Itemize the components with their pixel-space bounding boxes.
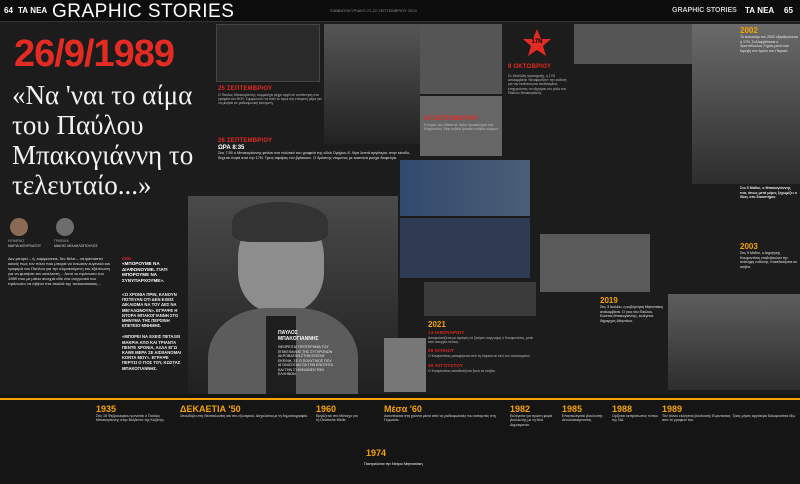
sidebar-quote-label: ΕΠΕΙ xyxy=(122,256,132,261)
tl-1989-text: Τον Ιούνιο εκλέγεται βουλευτής Ευρυτανίας. Τρεις μήνες αργότερα δολοφονείται έξω από το γραφείο του. xyxy=(662,414,796,423)
event-29-sept xyxy=(424,116,506,131)
intro-text: Δεν μπορεί – ή, καρφώνεται, δεν θέλει – να φανταστεί κανείς πως τον πόνο που μπορεί να ένιωσαν ευγενικά και τρυφερά του Παύλου για την κλιμακούμενη του εξάπλωση για να φυσήσει τον εκτελεστή… Αυτό το πρόσωπο του 1989 που με μάτια ανοιχτά είδε ένα συγγενικό του πρόσωπο να σβήνει στα σκαλιά της πολυκατοικίας… xyxy=(8,256,110,286)
credits xyxy=(8,218,108,252)
event-25-date: 25 ΣΕΠΤΕΜΒΡΙΟΥ xyxy=(218,86,273,92)
tl-1935-text: Στις 18 Φεβρουαρίου γεννιέται ο Παύλος Μπακογιάννης στην Βελβεντό της Κοζάνης. xyxy=(96,414,165,423)
star-17n xyxy=(522,28,552,58)
writer-role: ΚΕΙΜΕΝΟ xyxy=(8,239,25,243)
event-15-aug-text: Ο Κουφοντίνας καταδικάζεται ξανά σε ισόβια. xyxy=(428,368,496,373)
bio-name: ΠΑΥΛΟΣ ΜΠΑΚΟΓΙΑΝΝΗΣ xyxy=(278,330,319,342)
event-26-jul-text: Ο Κουφοντίνας μεταφέρεται από τη Λάρισα σε κελί του νοσοκομείου. xyxy=(428,354,531,359)
headline-block xyxy=(4,34,214,204)
bio-block xyxy=(278,330,336,377)
issue-date: ΣΑΒΒΑΤΟΚΥΡΙΑΚΟ 21-22 ΣΕΠΤΕΜΒΡΙΟΥ 2024 xyxy=(330,8,417,13)
tl-1974 xyxy=(366,448,424,458)
photo-wedding xyxy=(384,338,426,392)
tl-1988-text: Ορίζεται εκπρόσωπος τύπου της ΝΔ. xyxy=(612,414,658,423)
photo-koufontinas xyxy=(574,24,694,64)
left-brand: ΤΑ ΝΕΑ xyxy=(18,6,48,15)
event-25-sept xyxy=(218,86,322,106)
headline-date: 26/9/1989 xyxy=(14,33,175,75)
timeline-line xyxy=(0,398,800,400)
event-26-text: Στις 7.55 ο Μπακογιάννης φτάνει στο πολιτικό του γραφείο της οδού Ομήρου 8. Λίγα λεπτά αργότερα, στην είσοδο, δέχεται πυρά από την 17Ν. Τρεις σφαίρες τον βρίσκουν. Ο δράστης ντυμένος με καστανά ρούχα διαφεύγει. xyxy=(218,151,411,160)
artist-name: ΜΑΚΗΣ ΜΙΧΑΗΛΟΠΟΥΛΟΣ xyxy=(54,244,98,248)
right-page-number: 65 xyxy=(784,6,793,15)
photo-politician xyxy=(420,24,502,94)
event-26-sept xyxy=(218,138,418,160)
tl-1960-year: 1960 xyxy=(316,404,337,414)
tl-1960 xyxy=(316,404,362,423)
side-2002-year: 2002 xyxy=(740,26,758,35)
event-26-jul-date: 26 ΙΟΥΛΙΟΥ xyxy=(428,348,455,354)
tl-mid60s xyxy=(384,404,504,423)
event-15-aug-date: 15 ΑΥΓΟΥΣΤΟΥ xyxy=(428,362,464,368)
sidebar-quote-text: «ΜΠΟΡΟΥΜΕ ΝΑ ΔΙΑΦΩΝΟΥΜΕ. ΓΙΑΤΙ ΜΠΟΡΟΥΜΕ ΝΑ ΣΥΝΥΠΑΡΧΟΥΜΕ». xyxy=(122,261,168,283)
side-2003-year: 2003 xyxy=(740,242,758,251)
photo-kostas xyxy=(668,294,800,390)
photo-office xyxy=(216,24,320,82)
side-note xyxy=(740,186,798,200)
year-2019: 2019 xyxy=(600,296,618,305)
tl-1982-year: 1982 xyxy=(510,404,531,414)
event-25-text: Ο Παύλος Μπακογιάννης συμμετέχει μέχρι αργά σε συνάντηση στα γραφεία του ΝΟΥ. Συμφωνούν να πάει το πρωί την επόμενη μέρα για να μιλήσει σε ραδιοφωνική εκπομπή. xyxy=(218,93,322,106)
wedding-caption: Παντρεύεται την Ντόρα Μητσοτάκη xyxy=(364,462,423,466)
headline-quote: «Να 'ναι το αίμα του Παύλου Μπακογιάννη το τελευταίο...» xyxy=(12,80,194,200)
event-26-time: ΩΡΑ 8:35 xyxy=(218,145,245,151)
side-2003 xyxy=(740,242,798,269)
tl-50s-text: Σπουδάζει στη Θεσσαλονίκη και στο εξωτερικό. Ασχολείται με τη δημοσιογραφία. xyxy=(180,414,308,418)
tl-1982-text: Εκλέγεται για πρώτη φορά βουλευτής με τη Νέα Δημοκρατία. xyxy=(510,414,553,427)
tl-1935 xyxy=(96,404,176,423)
tl-50s xyxy=(180,404,316,418)
tl-1988 xyxy=(612,404,660,423)
column-17n xyxy=(508,24,570,234)
side-2003-text: Στις 5 Μαΐου, ο Δημήτρης Κουφοντίνας επιβεβαιώνει την ανάληψη ευθύνης. Καταδικάζεται σε ισόβια. xyxy=(740,251,798,269)
event-14-jan-date: 14 ΙΑΝΟΥΑΡΙΟΥ xyxy=(428,330,465,335)
tl-mid60s-year: Μέσα '60 xyxy=(384,404,422,414)
quote-kostas: «ΜΠΟΡΕΙ ΝΑ ΕΧΕΙΣ ΠΕΤΑΞΕΙ ΜΑΚΡΙΑ ΑΠΟ ΚΑΙ ΤΡΙΑΝΤΑ ΠΕΝΤΕ ΧΡΟΝΙΑ, ΑΛΛΑ ΕΓΩ ΚΑΘΕ ΜΕΡΑ ΣΕ ΑΙΣΘΑΝΟΜΑΙ ΚΟΝΤΑ ΜΟΥ». ΕΓΡΑΨΕ ΠΕΡΥΣΙ Ο ΓΙΟΣ ΤΟΥ, ΚΩΣΤΑΣ ΜΠΑΚΟΓΙΑΝΝΗΣ. xyxy=(122,334,182,371)
star-label: 17N xyxy=(531,39,543,45)
tl-1982 xyxy=(510,404,560,427)
column-2019 xyxy=(600,296,666,323)
tl-mid60s-text: Αντιστέκεται στη χούντα μέσα από τις ραδιοφωνικές του εκπομπές στη Γερμανία. xyxy=(384,414,496,423)
tl-1988-year: 1988 xyxy=(612,404,633,414)
photo-flowers xyxy=(540,234,650,292)
writer-avatar xyxy=(10,218,28,236)
text-2019: Στις 3 Ιουλίου, η κυβέρνηση Μητσοτάκη αναλαμβάνει. Ο γιος του Παύλου, Κώστας Μπακογιάννης, εκλέγεται δήμαρχος Αθηναίων. xyxy=(600,305,663,323)
event-29-text: Η σορός του τίθεται σε λαϊκό προσκύνημα στη Μητρόπολη. Στην κηδεία ξεσπάει πλήθος κόσμου. xyxy=(424,123,499,132)
portrait-hair xyxy=(232,202,328,242)
tl-1989 xyxy=(662,404,798,423)
year-2021: 2021 xyxy=(428,320,446,329)
photo-crime-scene xyxy=(324,24,420,144)
section-title: GRAPHIC STORIES xyxy=(52,1,235,22)
side-2002-text: Το καλοκαίρι του 2002 εξαρθρώνεται η 17Ν. Συλλαμβάνεται ο Χριστόδουλος Ξηρός μετά από έκρηξη στο λιμάνι του Πειραιά. xyxy=(740,35,798,53)
tl-1974-year: 1974 xyxy=(366,448,387,458)
event-14-jan-text: Αποφυλακίζεται με άρνηση να ζητήσει συγγνώμη ο Κουφοντίνας, μετά από απεργία πείνας. xyxy=(428,336,533,345)
sidebar-quote xyxy=(122,256,184,283)
page-header xyxy=(0,0,800,22)
left-page-number: 64 xyxy=(4,6,13,15)
events-2021 xyxy=(428,320,536,373)
writer-name: ΜΑΡΙΑ ΜΟΥΡΛΑΤΟΥ xyxy=(8,244,42,248)
right-brand: ΤΑ ΝΕΑ xyxy=(745,6,775,15)
tl-1985 xyxy=(562,404,610,423)
event-9-oct-date: 9 ΟΚΤΩΒΡΙΟΥ xyxy=(508,64,552,70)
artist-avatar xyxy=(56,218,74,236)
bio-text: ΘΕΩΡΕΙΤΑΙ ΠΡΟΤΕΡΗΜΑ ΤΟΥ ΕΠΙΚΕΦΑΛΗΣ ΤΗΣ ΣΥΓΧΡΟΝΩΝ ΑΚΡΟΒΑΤΩΝ ΣΤΗΝ ΕΠΟΧΗ ΕΚΕΙΝΗ, ΣΕ Ο ΠΟΛΥΤΙΚΟΣ ΠΟΥ ΑΓΩΝΙΖΟΤΑΝ ΓΙΑ ΤΗΝ ΕΝΟΤΗΤΑ ΚΑΙ ΤΗΝ ΣΥΜΦΙΛΙΩΣΗ ΤΩΝ ΕΛΛΗΝΩΝ. xyxy=(278,345,333,376)
tl-1985-text: Επανεκλέγεται βουλευτής Αιτωλοακαρνανίας. xyxy=(562,414,603,423)
photo-press xyxy=(424,282,536,316)
event-9-oct-text: Σε 15σέλιδη προκήρυξη, η 17Ν αναλαμβάνει «Αναφανδόν» την ευθύνη για την εκτέλεση και λανθασμένα, επιχειρώντας να εξηγήσει τον ρόλο του Παύλου Μπακογιάννη. xyxy=(508,74,567,95)
artist-role: ΓΡΑΦΙΚΑ xyxy=(54,239,69,243)
event-26-date: 26 ΣΕΠΤΕΜΒΡΙΟΥ xyxy=(218,138,273,144)
tl-1985-year: 1985 xyxy=(562,404,583,414)
side-2002 xyxy=(740,26,798,53)
tl-50s-year: ΔΕΚΑΕΤΙΑ '50 xyxy=(180,404,241,414)
right-section-title: GRAPHIC STORIES xyxy=(672,7,737,14)
tl-1935-year: 1935 xyxy=(96,404,117,414)
side-note-text: Στο 5 Μαΐου, ο Μπακογιάννης πια, όπως μετά μέρες ξεχωρίζει ο ίδιος στο δικαστήριο. xyxy=(740,186,797,200)
tl-1989-year: 1989 xyxy=(662,404,683,414)
quote-dora: «ΣΙ ΧΡΟΝΙΑ ΠΡΙΝ, ΚΑΝΟΥΝ ΠΙΣΤΕΥΑΝ ΟΤΙ ΔΕΝ ΕΧΕΙΣ ΔΙΚΑΙΩΜΑ ΝΑ ΤΟΥ ΔΕΣ ΝΑ ΜΕΓΑΛΩΝΟΥΝ». ΕΓΡΑΨΕ Η ΝΤΟΡΑ ΜΠΑΚΟΓΙΑΝΝΗ ΣΤΟ ΜΗΝΥΜΑ ΤΗΣ ΠΕΡΣΙΝΗ ΕΠΕΤΕΙΟ ΜΝΗΜΗΣ. xyxy=(122,292,179,329)
tl-1960-text: Εργάζεται στο Μόναχο για τη Deutsche Welle. xyxy=(316,414,358,423)
quotes-column xyxy=(122,292,184,371)
event-29-date: 29 ΣΕΠΤΕΜΒΡΙΟΥ xyxy=(424,116,479,122)
